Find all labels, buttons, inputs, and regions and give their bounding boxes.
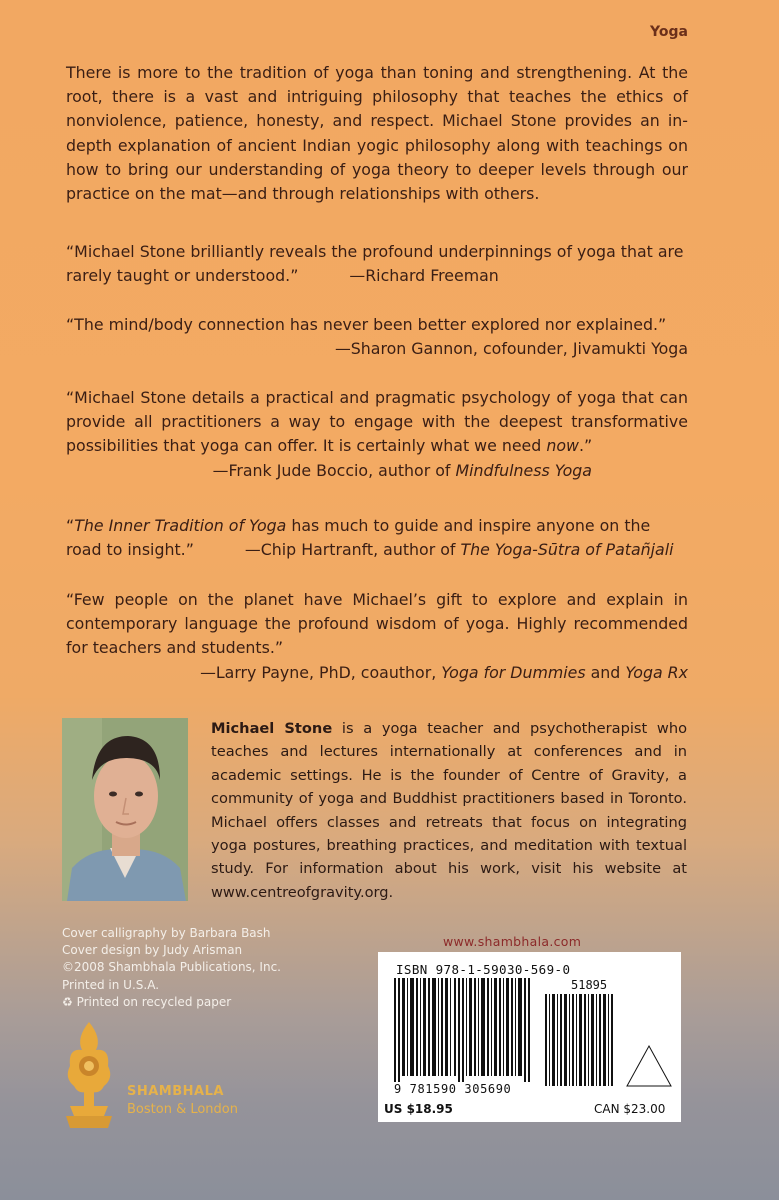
quote-attribution: —Larry Payne, PhD, coauthor, Yoga for Dummies and Yoga Rx [200,662,688,682]
author-bio [211,717,687,904]
quote-text: “Few people on the planet have Michael’s gift to explore and explain in contemporary language the profound wisdom of yoga. Highly recommended for teachers and students.” [66,590,688,658]
author-bio-text: is a yoga teacher and psychotherapist who teaches and lectures internationally at conferences and in academic settings. He is the founder of Centre of Gravity, a community of yoga and Buddhist practitioners based in Toronto. Michael offers classes and retreats that focus on integrating yoga postures, breathing practices, and meditation with textual study. For information about his work, visit his website at www.centreofgravity.org. [211,720,687,901]
quote-text-italic: now [546,436,579,456]
quote-text: has much to guide and inspire anyone on the road to insight.” [66,516,651,560]
ean-digits: 9 781590 305690 [394,1082,512,1096]
publisher-name: SHAMBHALA [127,1084,224,1099]
author-photo [62,718,188,901]
price-can: CAN $23.00 [594,1102,666,1116]
quote-attribution: —Richard Freeman [349,266,499,286]
credit-line: Cover calligraphy by Barbara Bash [62,926,271,940]
publisher-website-link[interactable]: www.shambhala.com [443,934,582,949]
quote-attribution: —Sharon Gannon, cofounder, Jivamukti Yoga [334,339,688,359]
quote-title-italic: The Inner Tradition of Yoga [74,516,287,535]
shambhala-logo-icon [62,1020,116,1130]
isbn-barcode-icon [392,978,542,1086]
category-label: Yoga [650,24,688,40]
quote-text: “The mind/body connection has never been better explored nor explained.” [66,315,667,334]
price-code: 51895 [571,978,608,992]
price-us: US $18.95 [384,1102,453,1116]
credit-line: ©2008 Shambhala Publications, Inc. [62,960,281,975]
endorsement-quote [66,386,688,483]
credit-line: Cover design by Judy Arisman [62,943,243,958]
quote-text: “Michael Stone details a practical and pragmatic psychology of yoga that can provide all practitioners a way to engage with the deepest transformative possibilities that yoga can offer. It is certainly what we need [66,388,688,456]
endorsement-quote: “The Inner Tradition of Yoga has much to guide and inspire anyone on the road to insight.” —Chip Hartranft, author of The Yoga-Sūtra of Patañjali [66,516,674,560]
credit-line: ♻ Printed on recycled paper [62,994,232,1009]
isbn-number: ISBN 978-1-59030-569-0 [396,962,571,977]
triangle-icon [624,1043,674,1089]
endorsement-quote [66,588,688,685]
quote-text: “Michael Stone brilliantly reveals the profound underpinnings of yoga that are rarely taught or understood.” [66,242,684,286]
book-description: There is more to the tradition of yoga than toning and strengthening. At the root, there is a vast and intriguing philosophy that teaches the ethics of nonviolence, patience, honesty, and respect. Michael Stone provides an in-depth explanation of ancient Indian yogic philosophy along with teachings on how to bring our understanding of yoga theory to deeper levels through our practice on the mat—and through relationships with others. [66,63,688,204]
cover-credits [62,925,281,1011]
endorsement-quote [66,240,688,288]
quote-attribution: —Frank Jude Boccio, author of Mindfulness Yoga [212,460,592,480]
price-barcode-icon [545,994,617,1086]
publisher-location: Boston & London [127,1102,238,1117]
author-name: Michael Stone [211,720,333,737]
credit-line: Printed in U.S.A. [62,977,160,992]
endorsement-quote [66,313,688,361]
quote-attribution: —Chip Hartranft, author of The Yoga-Sūtra of Patañjali [244,540,674,560]
quote-text-end: .” [578,436,593,456]
